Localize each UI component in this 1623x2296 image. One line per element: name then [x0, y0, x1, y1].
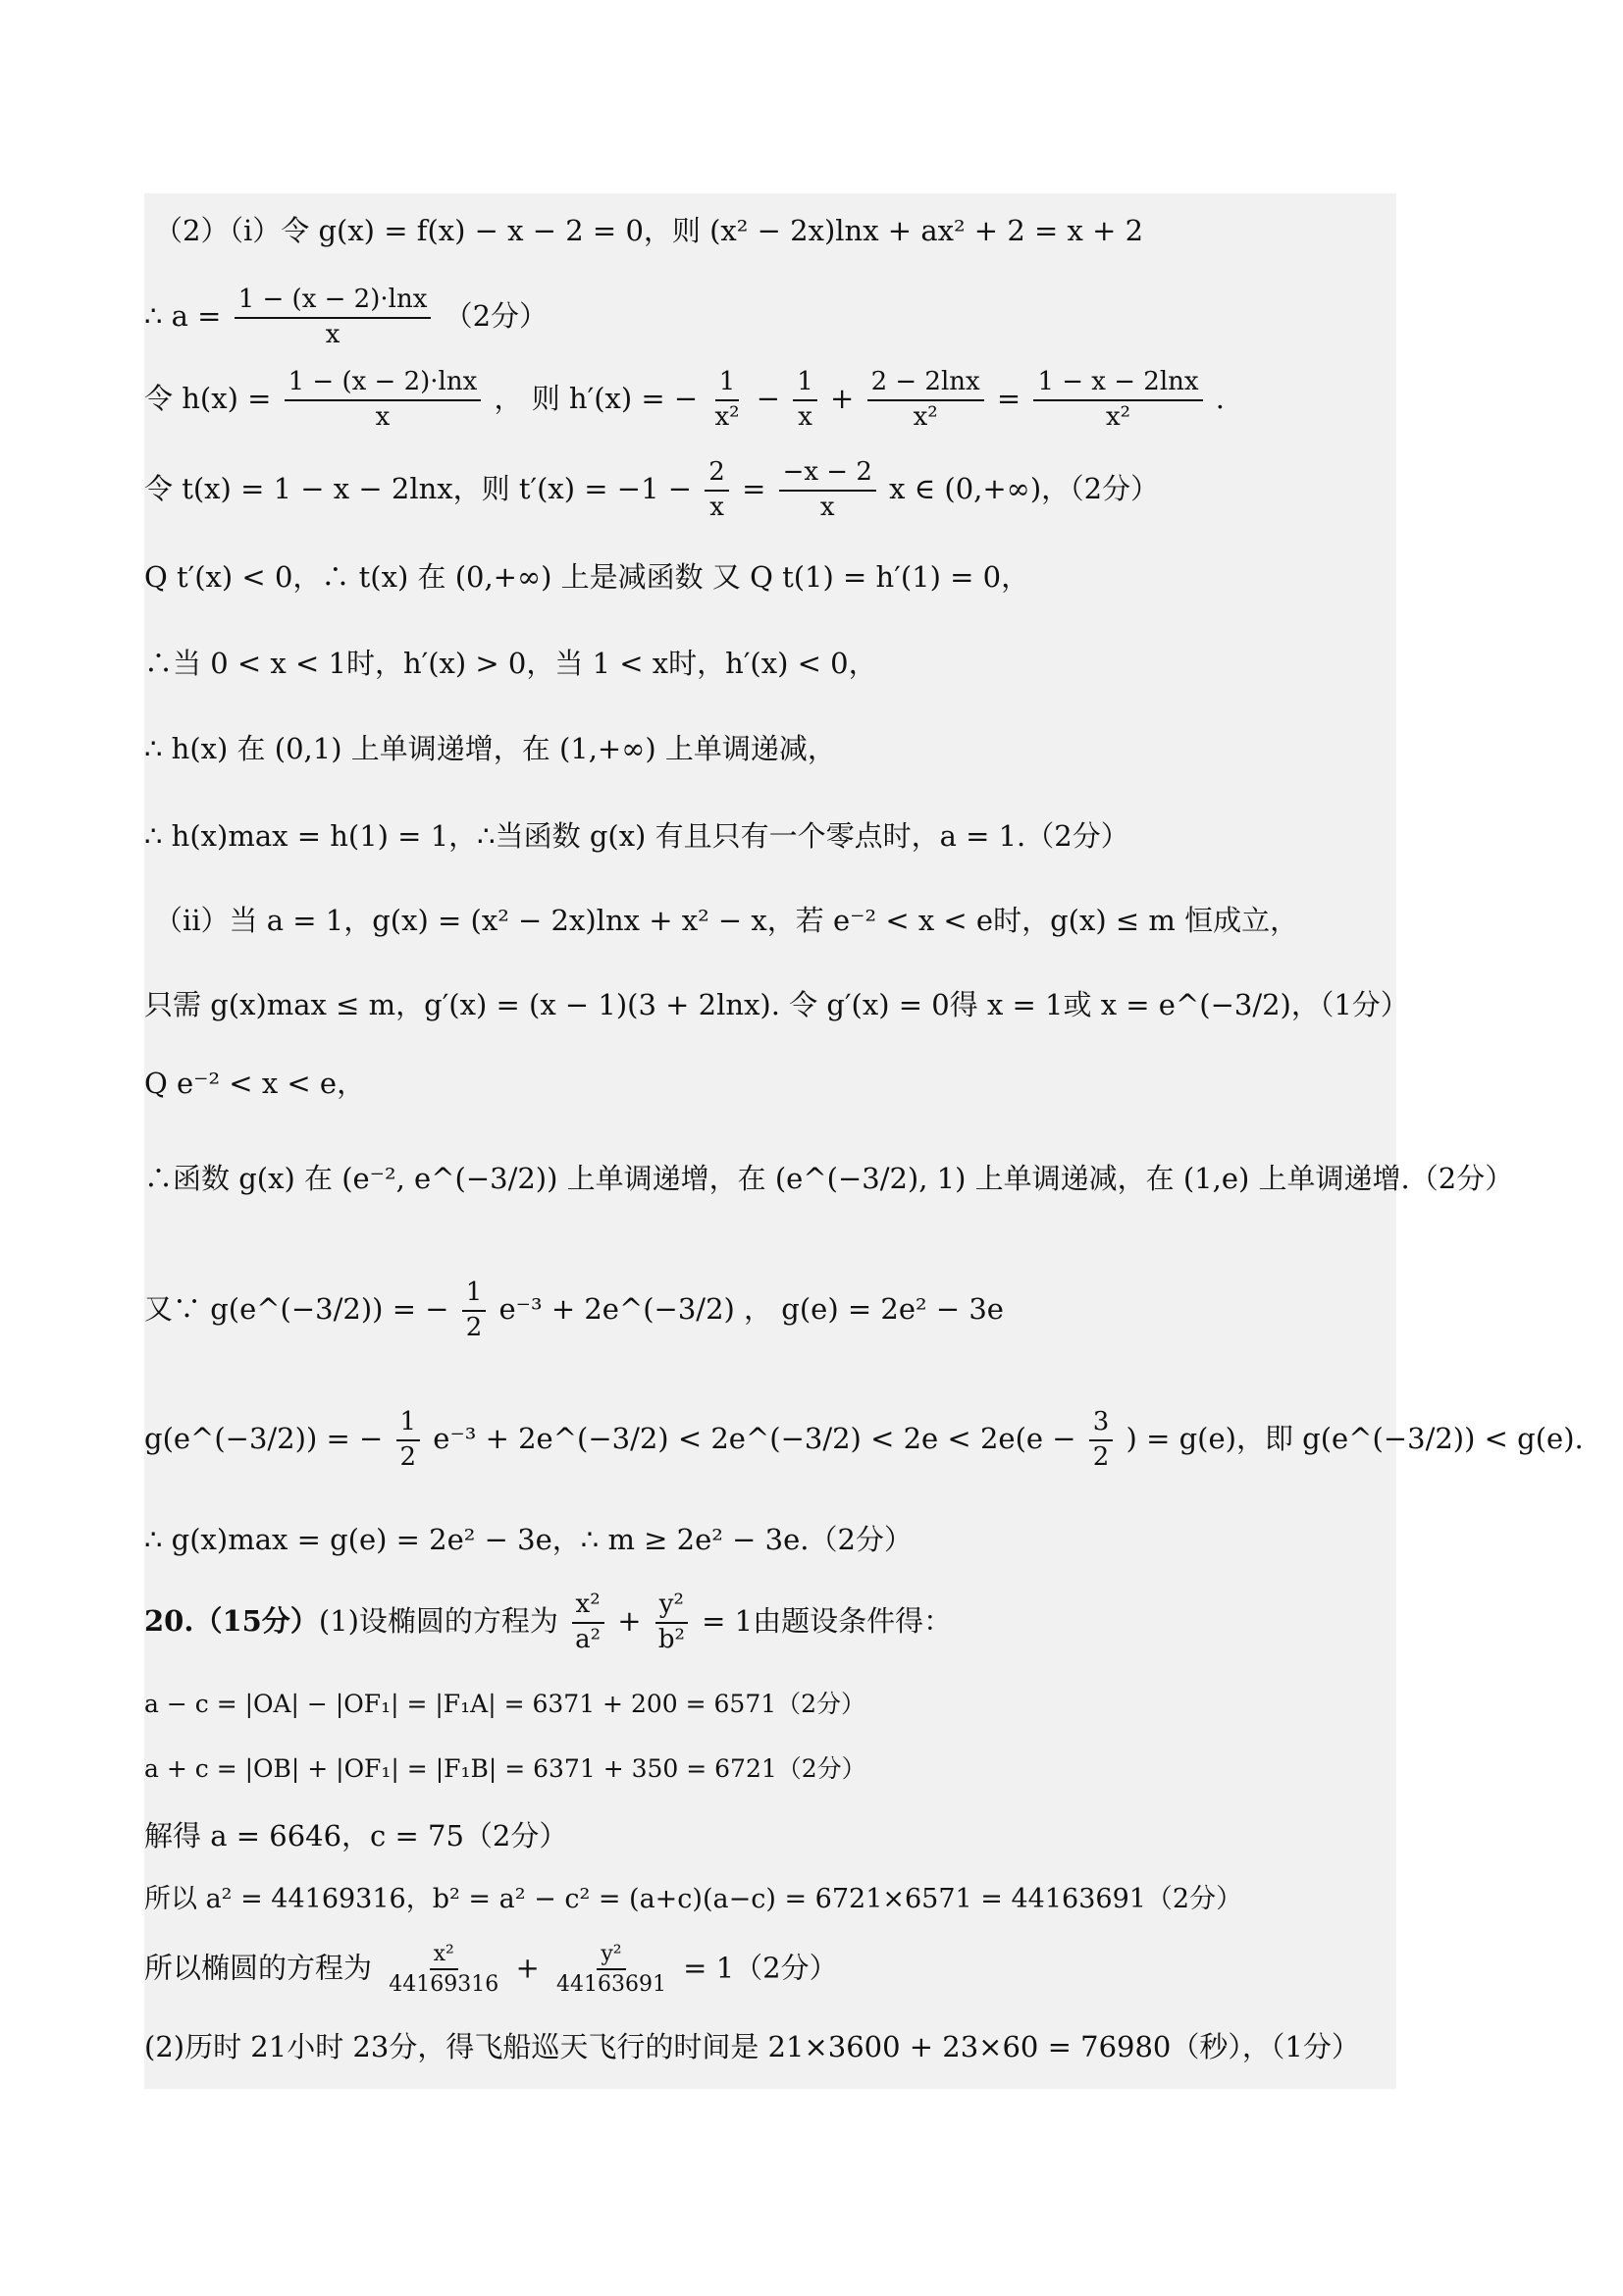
line-11: [144, 1067, 366, 1100]
numerator: 1 − x − 2lnx: [1033, 368, 1202, 401]
line-7: [144, 732, 836, 765]
line-prefix: 又∵ g(e^(−3/2)) = −: [144, 1291, 449, 1326]
line-1: [154, 214, 1144, 247]
fraction: [285, 368, 482, 433]
denominator: x: [798, 401, 812, 432]
line-text: ∴ h(x) 在 (0,1) 上单调递增，在 (1,+∞) 上单调递减，: [144, 732, 836, 765]
line-2: [144, 286, 548, 350]
numerator: x²: [430, 1942, 458, 1970]
numerator: 1: [793, 368, 817, 401]
line-prefix: g(e^(−3/2)) = −: [144, 1421, 384, 1455]
operator: =: [996, 381, 1021, 415]
denominator: b²: [657, 1624, 685, 1654]
line-text: ∴ h(x)max = h(1) = 1，∴当函数 g(x) 有且只有一个零点时，a = 1.（2分）: [144, 819, 1129, 853]
fraction: [235, 286, 432, 350]
numerator: x²: [572, 1591, 604, 1624]
line-text: Q t′(x) < 0，∴ t(x) 在 (0,+∞) 上是减函数 又 Q t(1) = h′(1) = 0，: [144, 560, 1030, 594]
fraction: [1089, 1408, 1114, 1473]
line-6: [144, 647, 877, 680]
line-21: [144, 1942, 838, 1998]
numerator: y²: [655, 1591, 688, 1624]
line-suffix: ) = g(e)，即 g(e^(−3/2)) < g(e).: [1126, 1421, 1584, 1455]
operator: +: [830, 381, 855, 415]
fraction: [654, 1591, 689, 1655]
line-19: [144, 1819, 568, 1852]
line-10: [144, 988, 1409, 1021]
line-13: [144, 1278, 1004, 1343]
line-text: ∴函数 g(x) 在 (e⁻², e^(−3/2)) 上单调递增，在 (e^(−3/2), 1) 上单调递减，在 (1,e) 上单调递增.（2分）: [144, 1162, 1514, 1195]
denominator: x²: [714, 401, 740, 432]
fraction: [462, 1278, 487, 1343]
denominator: 44169316: [389, 1972, 499, 1998]
line-3: [144, 368, 1225, 433]
numerator: y²: [597, 1942, 625, 1970]
score-note: （2分）: [444, 298, 549, 333]
line-17: [144, 1692, 865, 1716]
line-text: 解得 a = 6646，c = 75（2分）: [144, 1819, 568, 1852]
denominator: x: [375, 401, 391, 432]
line-22: [144, 2030, 1360, 2063]
line-12: [144, 1162, 1514, 1195]
line-18: [144, 1756, 866, 1781]
denominator: 2: [399, 1441, 417, 1472]
operator: +: [515, 1951, 540, 1985]
line-prefix: (1)设椭圆的方程为: [318, 1603, 558, 1638]
fraction: [710, 368, 743, 433]
fraction: [779, 458, 876, 523]
line-20: [144, 1886, 1242, 1912]
line-prefix: 所以椭圆的方程为: [144, 1951, 373, 1985]
answer-panel: [144, 193, 1584, 2089]
operator: =: [742, 471, 766, 505]
fraction: [793, 368, 817, 433]
line-prefix: 令 t(x) = 1 − x − 2lnx，则 t′(x) = −1 −: [144, 471, 693, 505]
line-14: [144, 1408, 1584, 1473]
line-suffix: .: [1215, 381, 1225, 415]
denominator: 44163691: [555, 1972, 666, 1998]
line-mid: e⁻³ + 2e^(−3/2) < 2e^(−3/2) < 2e < 2e(e −: [433, 1421, 1076, 1455]
line-text: ∴ g(x)max = g(e) = 2e² − 3e，∴ m ≥ 2e² − 3e.（2分）: [144, 1523, 913, 1556]
line-prefix: 令 h(x) =: [144, 381, 272, 415]
line-15: [144, 1523, 913, 1556]
line-text: a + c = |OB| + |OF₁| = |F₁B| = 6371 + 350 = 6721（2分）: [144, 1754, 866, 1783]
line-suffix: = 1由题设条件得：: [702, 1603, 953, 1638]
fraction: [571, 1591, 604, 1655]
denominator: 2: [1092, 1441, 1110, 1472]
denominator: x: [709, 492, 724, 522]
denominator: x²: [1105, 401, 1131, 432]
fraction: [867, 368, 984, 433]
line-text: a − c = |OA| − |OF₁| = |F₁A| = 6371 + 200 = 6571（2分）: [144, 1690, 866, 1718]
line-5: [144, 560, 1030, 594]
denominator: 2: [465, 1312, 483, 1342]
line-16: [144, 1591, 952, 1655]
denominator: x: [819, 492, 835, 522]
line-text: ∴当 0 < x < 1时，h′(x) > 0，当 1 < x时，h′(x) < 0，: [144, 647, 877, 680]
line-4: [144, 458, 1159, 523]
line-prefix: ∴ a =: [144, 298, 222, 333]
line-suffix: x ∈ (0,+∞)，（2分）: [889, 471, 1160, 505]
line-9: [154, 904, 1299, 937]
numerator: 1: [396, 1408, 421, 1441]
numerator: 1: [715, 368, 740, 401]
numerator: 2 − 2lnx: [867, 368, 984, 401]
fraction: [385, 1942, 502, 1998]
fraction: [1033, 368, 1202, 433]
operator: +: [617, 1603, 642, 1638]
numerator: 3: [1089, 1408, 1114, 1441]
denominator: a²: [575, 1624, 602, 1654]
line-suffix: = 1（2分）: [683, 1951, 838, 1985]
line-text: (2)历时 21小时 23分，得飞船巡天飞行的时间是 21×3600 + 23×60 = 76980（秒），（1分）: [144, 2030, 1360, 2063]
numerator: 1 − (x − 2)·lnx: [285, 368, 482, 401]
line-text: （2）（ⅰ）令 g(x) = f(x) − x − 2 = 0，则 (x² − 2x)lnx + ax² + 2 = x + 2: [154, 214, 1144, 247]
line-mid: ， 则 h′(x) = −: [494, 381, 699, 415]
line-suffix: e⁻³ + 2e^(−3/2) ， g(e) = 2e² − 3e: [498, 1291, 1004, 1326]
fraction: [705, 458, 729, 523]
numerator: 1: [462, 1278, 487, 1312]
fraction: [396, 1408, 421, 1473]
denominator: x²: [913, 401, 938, 432]
operator: −: [756, 381, 781, 415]
numerator: −x − 2: [779, 458, 876, 492]
denominator: x: [325, 319, 340, 349]
numerator: 2: [705, 458, 729, 492]
fraction: [552, 1942, 670, 1998]
line-text: Q e⁻² < x < e，: [144, 1067, 366, 1100]
line-text: 所以 a² = 44169316，b² = a² − c² = (a+c)(a−c) = 6721×6571 = 44163691（2分）: [144, 1884, 1243, 1914]
line-8: [144, 819, 1129, 853]
line-text: 只需 g(x)max ≤ m，g′(x) = (x − 1)(3 + 2lnx). 令 g′(x) = 0得 x = 1或 x = e^(−3/2)，（1分）: [144, 988, 1409, 1021]
line-text: （ⅱ）当 a = 1，g(x) = (x² − 2x)lnx + x² − x，若 e⁻² < x < e时，g(x) ≤ m 恒成立，: [154, 904, 1299, 937]
numerator: 1 − (x − 2)·lnx: [235, 286, 432, 319]
question-number: 20.（15分）: [144, 1603, 319, 1638]
